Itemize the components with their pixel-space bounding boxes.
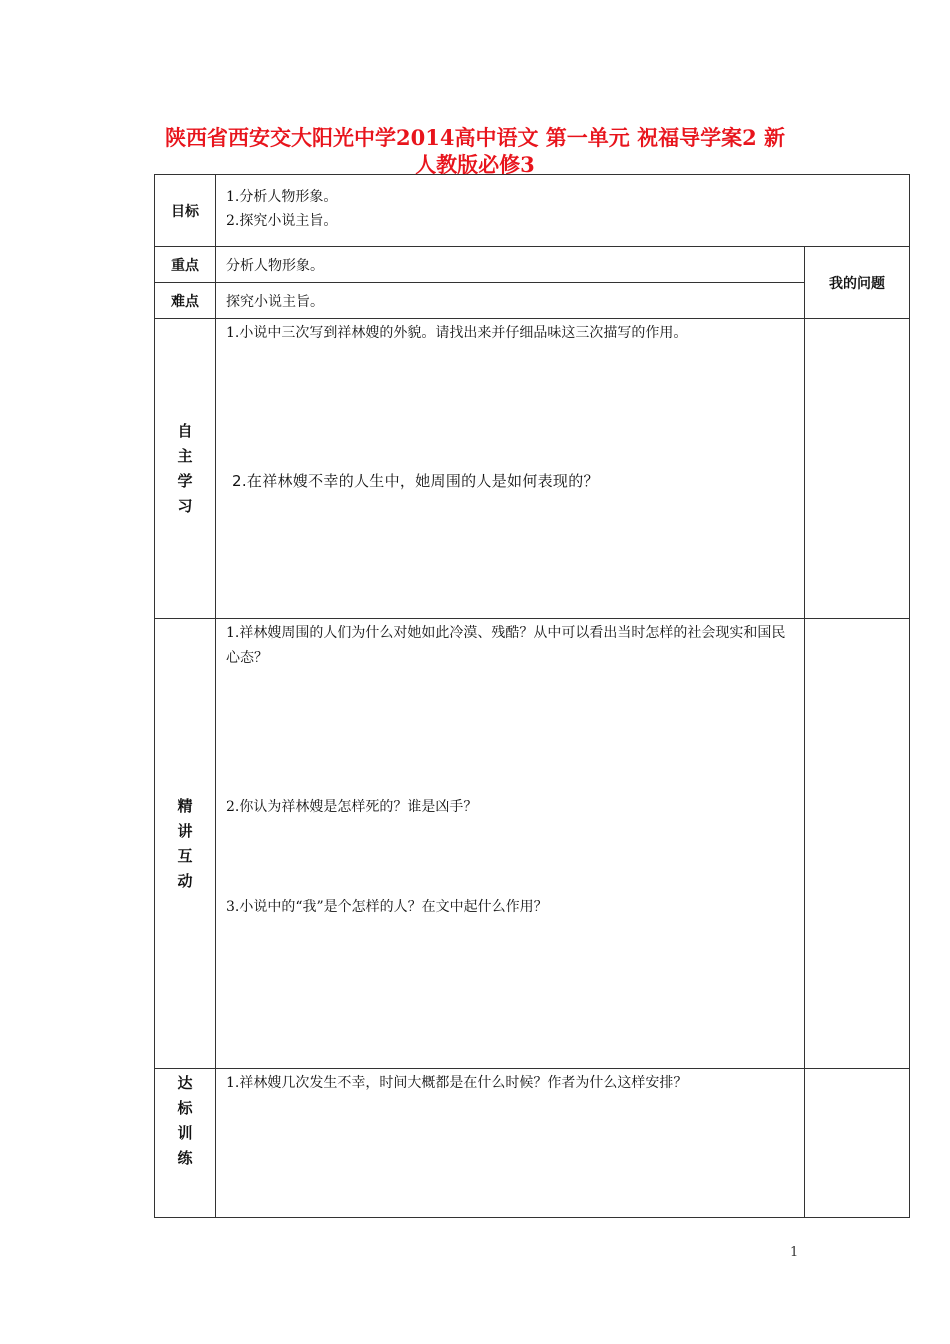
key-point-text: 分析人物形象。 xyxy=(216,247,805,283)
page-number: 1 xyxy=(790,1245,799,1260)
self-study-question: 2.在祥林嫂不幸的人生中，她周围的人是如何表现的？ xyxy=(232,472,599,490)
my-questions-cell xyxy=(805,319,910,619)
document-title xyxy=(120,124,830,178)
my-questions-cell xyxy=(805,619,910,1069)
difficulty-label: 难点 xyxy=(155,283,216,319)
key-point-label: 重点 xyxy=(155,247,216,283)
interaction-label: 精讲互动 xyxy=(177,796,193,890)
my-questions-header: 我的问题 xyxy=(805,247,910,319)
difficulty-text: 探究小说主旨。 xyxy=(216,283,805,319)
interaction-question: 3.小说中的“我”是个怎样的人？在文中起什么作用？ xyxy=(226,899,548,915)
self-study-label-cell xyxy=(155,319,216,619)
goals-content xyxy=(216,175,910,247)
training-row xyxy=(155,1069,910,1218)
self-study-content xyxy=(216,319,805,619)
interaction-question: 2.你认为祥林嫂是怎样死的？谁是凶手？ xyxy=(226,799,478,815)
training-label: 达标训练 xyxy=(177,1074,193,1167)
goals-label: 目标 xyxy=(155,175,216,247)
study-plan-table xyxy=(154,174,910,1218)
goal-item: 2.探究小说主旨。 xyxy=(226,213,338,229)
difficulty-row xyxy=(155,283,910,319)
key-point-row xyxy=(155,247,910,283)
goals-row xyxy=(155,175,910,247)
training-question: 1.祥林嫂几次发生不幸，时间大概都是在什么时候？作者为什么这样安排？ xyxy=(226,1075,688,1091)
interaction-content xyxy=(216,619,805,1069)
interaction-label-cell xyxy=(155,619,216,1069)
self-study-row xyxy=(155,319,910,619)
self-study-label: 自主学习 xyxy=(177,421,193,515)
goal-item: 1.分析人物形象。 xyxy=(226,189,338,205)
training-label-cell xyxy=(155,1069,216,1218)
my-questions-cell xyxy=(805,1069,910,1218)
training-content xyxy=(216,1069,805,1218)
title-line-1: 陕西省西安交大阳光中学2014高中语文 第一单元 祝福导学案2 新 xyxy=(165,125,785,150)
title-line-2: 人教版必修3 xyxy=(415,152,535,177)
interaction-question: 1.祥林嫂周围的人们为什么对她如此冷漠、残酷？从中可以看出当时怎样的社会现实和国民心态？ xyxy=(226,625,786,666)
interaction-row xyxy=(155,619,910,1069)
self-study-question: 1.小说中三次写到祥林嫂的外貌。请找出来并仔细品味这三次描写的作用。 xyxy=(226,325,688,341)
